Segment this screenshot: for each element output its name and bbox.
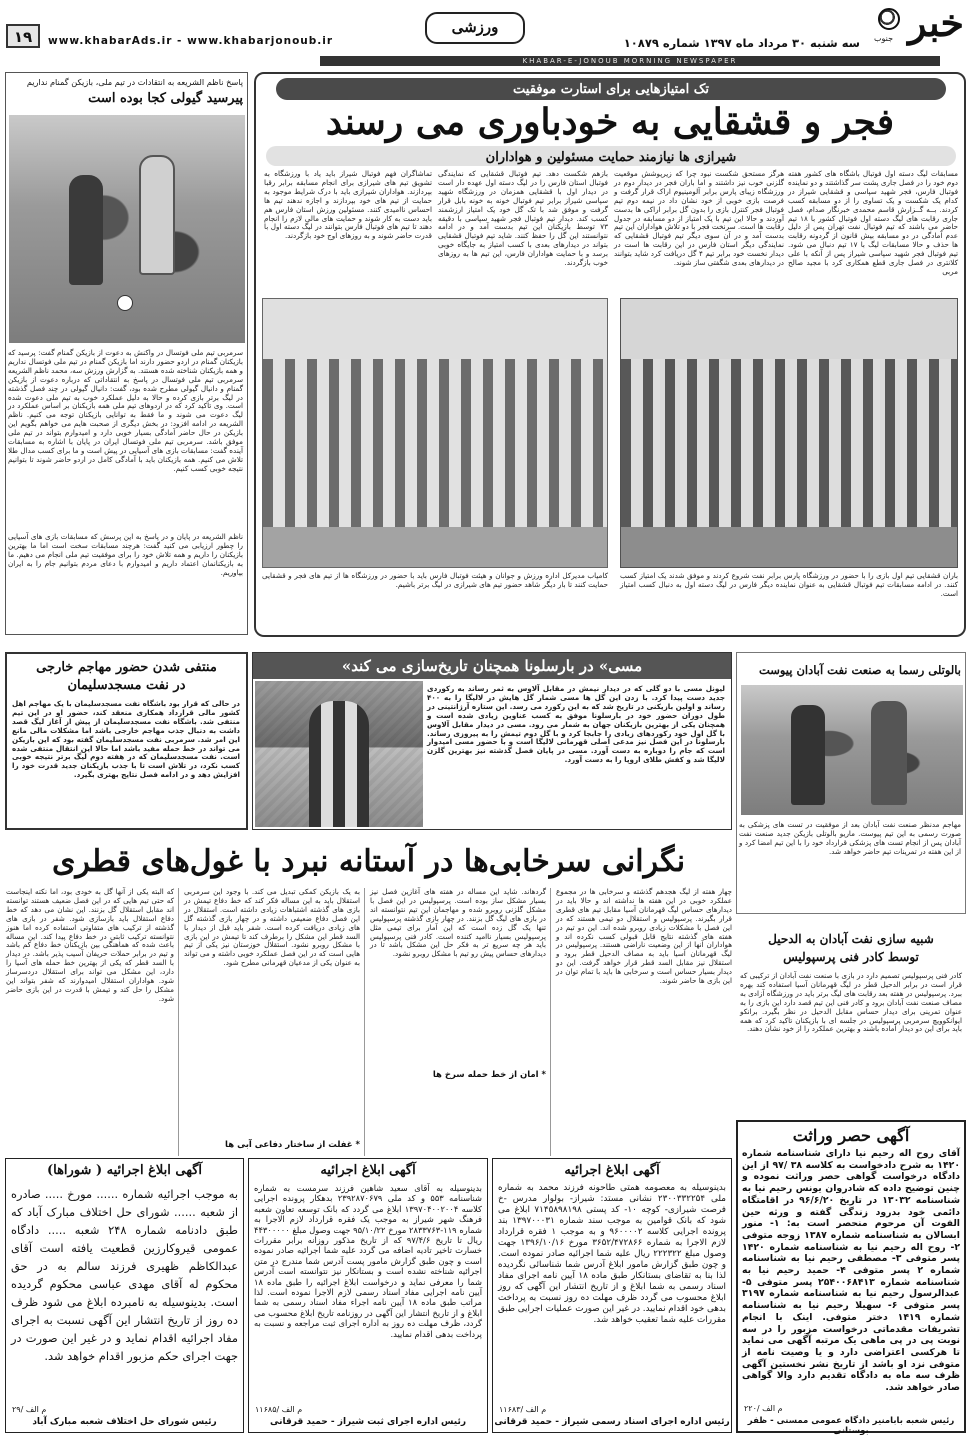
main-headline: نگرانی سرخابی‌ها در آستانه نبرد با غول‌های قطری (51, 844, 686, 879)
mid-left-body: در حالی که قرار بود باشگاه نفت مسجدسلیمان با یک مهاجم اهل کشور مالی قرارداد همکاری منعقد کند، حضور او در این تیم منتفی شد. باشگاه نفت مسجدسلیمان از پیش از آغاز لیگ قصد داشت به دنبال جذب مهاجم خارجی باشد اما مشکلات مالی مانع این امر شد. سرمربی نفت مسجدسلیمان گفته بود که این بازیکن می تواند در خط حمله مفید باشد اما حالا این انتقال منتفی شده است. نفت مسجدسلیمان که در هفته دوم لیگ برتر نتیجه خوبی کسب نکرد، در تلاش است تا با جذب بازیکنان جدید قدرت خود را افزایش دهد و در ادامه فصل نتایج بهتری بگیرد. (12, 699, 240, 780)
ad1-signature: رئیس اداره اجرای اسناد رسمی شیراز - حمید قرقانی (494, 1417, 730, 1427)
newspaper-name-en: KHABAR-E-JONOUB MORNING NEWSPAPER (522, 57, 738, 65)
left-story-kicker: پاسخ ناظم الشریعه به انتقادات در تیم ملی، بازیکن گمنام نداریم (26, 77, 243, 87)
right-small-story-2 (736, 918, 966, 1118)
ad2-body: بدینوسیله به آقای سعید شاهین فرزند سرمست به شماره شناسنامه ۵۵۳ و کد ملی ۲۳۹۲۸۷۰۶۷۹ بدهکار پرونده اجرایی کلاسه ۱۳۹۷۰۴۰۰۲۰۰۴ ابلاغ می گردد که بانک توسعه تعاون شعبه فرهنگ شهر شیراز به موجب یک فقره قرارداد لازم الاجرا به شماره ۱۱۹-۲۸۳۳۷۶۳ مورخ ۹۵/۱۰/۲۲ جهت وصول مبلغ ۴۴۳۰۰۰۰۰ ریال تا تاریخ ۹۷/۴/۶ که از تاریخ مذکور روزانه برابر مقررات خسارت تاخیر تادیه اضافه می گردد علیه شما اجرائیه صادر نموده است و چون طبق گزارش مامور پست آدرس شما مندرج در متن اجرائیه شناخته نشده است و بستانکار نیز نتوانسته است آدرس شما را معرفی نماید و درخواست ابلاغ اجرائیه را طبق ماده ۱۸ آیین نامه اجرایی مفاد اسناد رسمی لازم الاجرا نموده است. لذا مراتب طبق ماده ۱۸ آیین نامه اجراء مفاد اسناد رسمی به شما ابلاغ و از تاریخ انتشار این آگهی در روزنامه تاریخ ابلاغ محسوب می گردد، ظرف مهلت ده روز به اداره اجرای ثبت مراجعه و نسبت به پرداخت بدهی اقدام نمایید. (254, 1183, 483, 1339)
main-subhead-1: * امان از خط حمله سرخ ها (432, 1070, 546, 1080)
ad-hasr-body: آقای روح اله رحیم نیا دارای شناسنامه شماره ۱۴۲۰ به شرح دادخواست به کلاسه ۳۸ /۹۷ از این دادگاه درخواست گواهی حصر وراثت نموده و چنین توضیح داده که شادروان یونس رحیم نیا به شناسنامه ۱۳۰۳۲ در تاریخ ۹۶/۶/۲۰ در اقامتگاه دائمی خود بدرود زندگی گفته و ورثه حین الفوت آن مرحوم منحصر است به: ۱- منور ابسالان به شناسنامه شماره ۱۳۸۷ زوجه متوفی ۲- روح اله رحیم نیا به شناسنامه شماره ۱۴۲۰ پسر متوفی ۳- مصطفی رحیم نیا به شناسنامه شماره ۲ پسر متوفی ۴- حمید رحیم نیا به شناسنامه شماره ۲۵۴۰۰۶۸۴۱۳ پسر متوفی ۵- عبدالرسول رحیم نیا به شناسنامه شماره ۳۱۹۷ پسر متوفی ۶- سهیلا رحیم نیا به شناسنامه شماره ۱۴۱۹ دختر متوفی. اینک با انجام تشریفات مقدماتی درخواست مزبور را در سه نوبت پی در پی ماهی یک مرتبه آگهی می نماید تا هرکسی اعتراضی دارد و یا وصیت نامه از متوفی نزد او باشد از تاریخ نشر نخستین آگهی ظرف سه ماه به دادگاه تقدیم دارد والا گواهی صادر خواهد شد. (742, 1148, 960, 1394)
ad-hasr-vorasat (736, 1120, 966, 1436)
messi-story (252, 652, 732, 830)
right-small2-headline-2: توسط کادر فنی پرسپولیس (783, 950, 919, 964)
newspaper-banner (320, 56, 940, 66)
ad-hasr-signature: رئیس شعبه بابامنیر دادگاه عمومی ممسنی - ظفر بوستانی (747, 1416, 955, 1436)
lead-col3: بازهم شکست دهد. تیم فوتبال قشقایی که نمایندگی فوتبال استان فارس را در لیگ دسته اول عهده دار است در دیدار اول با قشقایی همزمان در ورزشگاه شهید سپاسی شیراز برابر تیم فوتبال خونه به خونه بابل قرار گرفت و موفق شد با تک گل خود یک امتیاز ارزشمند کسب کند. دیدار تیم فوتبال فجر شهید سپاسی با دقیقه ۷۳ توسط بازیکنان این تیم بدست آمد و در ادامه نتوانستند این گل را حفظ کنند. شاید تیم فوتبال قشقایی بتواند در دیدارهای بعدی با کسب امتیاز به جایگاه خوبی برسد و با حمایت هواداران فارس، این تیم ها به روزهای خوب بازگردند. (438, 169, 608, 268)
ad2-code: ۱۱۶۸۵/ م الف (255, 1405, 303, 1414)
lead-kicker: تک امتیازهایی برای استارت موفقیت (513, 82, 709, 97)
masthead (0, 0, 970, 65)
ball-icon (117, 295, 133, 311)
column-divider (550, 888, 551, 1156)
ad3-code: ۲۹/ م الف (12, 1405, 47, 1414)
lead-subhead: شیرازی ها نیازمند حمایت مسئولین و هواداران (485, 150, 737, 165)
right-small-headline: بالوتلی رسما به صنعت نفت آبادان پیوست (758, 663, 961, 677)
left-story (5, 72, 248, 635)
player-figure-icon (309, 701, 369, 827)
lead-col4: تماشاگران فهم فوتبال شیراز باید یاد با ورزشگاه به تشویق تیم های شیرازی برای انجام مسابقه برابر رقبا بپردازند. هواداران شیرازی باید با درک شرایط موجود به حمایت از تیم های خود بپردازند و اجازه ندهند تیم ها احساس ناامیدی کنند. مسئولین ورزش استان فارس هم باید دست به کار شوند و حمایت های مالی لازم را انجام دهند تا تیم های فوتبال فارس بتوانند در لیگ دسته اول با قدرت حاضر شوند و به روزهای اوج خود بازگردند. (264, 169, 432, 241)
ad3-body: به موجب اجرائیه شماره ...... مورخ ..... صادره از شعبه ...... شورای حل اختلاف مبارک آباد که طبق دادنامه شماره ۲۴۸ شعبه ..... دادگاه عمومی قیروکارزین قطعیت یافته است آقای عبدالکاظم ظهیری فرزند سالم به در حق محکوم له آقای مهدی عباسی محکوم گردیده است. بدینوسیله به نامبرده ابلاغ می شود ظرف ده روز از تاریخ انتشار این آگهی نسبت به اجرای مفاد اجرائیه اقدام نماید و در غیر این صورت در جهت اجرای حکم مزبور اقدام خواهد شد. (11, 1187, 238, 1363)
column-divider (178, 888, 179, 1156)
ad-ejraie-3 (5, 1158, 244, 1433)
websites: www.khabarAds.ir - www.khabarjonoub.ir (48, 35, 334, 47)
ad2-title: آگهی ابلاغ اجرائیه (320, 1163, 416, 1178)
ad3-signature: رئیس شورای حل اختلاف شعبه مبارک آباد (32, 1417, 217, 1427)
ad-hasr-title: آگهی حصر وراثت (792, 1126, 910, 1145)
main-col4: که البته یکی از آنها گل به خودی بود، اما نکته اینجاست که حتی تیم هایی که در این فصل ضعیف هستند توانسته اند مقابل استقلال گل بزنند. این نشان می دهد که خط دفاع استقلال باید بازسازی شود. شفر در بازی های گذشته از ترکیب های متفاوتی استفاده کرده اما هنوز نتوانسته ترکیب ثابتی در خط دفاع پیدا کند. این مساله باعث شده که هماهنگی بین بازیکنان خط دفاع کم باشد و تیم در برابر حملات حریفان آسیب پذیر باشد. در دیدار با السد قطر که یکی از بهترین خط حمله های آسیا را دارد، این مشکل می تواند برای استقلال دردسرساز شود. هواداران استقلال امیدوارند که شفر بتواند این مشکل را حل کند و تیمش با قدرت در این بازی حاضر شود. (6, 887, 174, 1003)
section-title: ورزشی (451, 18, 499, 36)
lead-col1: مسابقات لیگ دسته اول فوتبال باشگاه های کشور هفته دوم خود را در فصل جاری پشت سر گذاشتند و دو نماینده فوتبال فارس، فجر شهید سپاسی و قشقایی شیراز در کدام یک شکست و یک تساوی را از دو مسابقه کسب کردند. بــه گــزارش قاسم محمدی خبرنگار صدام، فصل جاری رقابت های لیگ دسته اول فوتبال کشور با ۱۸ تیم حاضر می باشند که تیم فوتبال نفت تهران پس از دلیل عدم آمادگی در دو مسابقه بیش قانون از گردونه رقابت ها حذف و حالا مسابقات لیگ با ۱۷ تیم دنبال می شود. تیم فوتبال فجر شهید سپاسی شیراز پس از آنکه با علی کلانتری در فصل جاری قطع همکاری کرد با مجید صالح مربی (788, 169, 959, 276)
player-figure-icon (69, 175, 103, 285)
messi-headline: «مسی» در بارسلونا همچنان تاریخ‌سازی می کند (341, 657, 643, 675)
section-tab (425, 12, 525, 44)
main-col2: گردهاند. شاید این مساله در هفته های آغازین فصل نیز بسیار مشکل ساز بوده است. پرسپولیس در این فصل با مشکل گلزنی روبرو شده و مهاجمان این تیم نتوانسته اند در بازی های لیگ گل بزنند. در چهار بازی گذشته پرسپولیس تنها یک گل زده است که این آمار برای تیمی مثل پرسپولیس بسیار ناامید کننده است. کادر فنی پرسپولیس باید هر چه سریع تر به فکر حل این مشکل باشد تا در دیدارهای حساس پیش رو تیم با مشکل روبرو نشود. (370, 887, 546, 959)
lead-kicker-bar (276, 78, 946, 100)
player-figure-icon (791, 705, 825, 805)
lead-col2: هرگز مستحق شکست نبود چرا که زیرپوشش موقعیت گلزنی خوب نیز داشتند و اما باران فجر در دیدار دوم در ورزشگاه زیبای پارس برابر آلومینیوم اراک قرار گرفت و فرصت بازی خوبی از خود نشان داد در نیمه دوم تیم فوتبال فجر کنترل بازی را بدون گل برابر اراکی ها بدست آوردند و حالا این تیم با یک امتیاز از دو مسابقه در جدول رقابت ها است. سرنخت فجر با دو تلاش هواداران این تیم بدست آمد و در آن سوی دیگر تیم فوتبال قشقایی که نمایندگی دیگر استان فارس در این رقابت ها است در دیدار نخست خود برابر تیم ۴ گل دریافت کرد شاید بتوانند در دیدارهای بعدی شگفتی ساز شوند. (614, 169, 784, 268)
mid-left-headline-2: در نفت مسجدسلیمان (67, 678, 186, 693)
ad1-body: بدینوسیله به معصومه همتی طاحونه فرزند محمد به شماره ملی ۲۳۰۰۳۳۲۲۵۴ نشانی مستد: شیراز- بولوار مدرس -خ فرصت شیرازی- کوچه ۱۰- کد پستی ۷۱۴۵۸۹۸۱۹۸ ابلاغ می شود که بانک قوامین به موجب سند شماره ۱۳۹۷۰۰۰۳۱ بند پرونده اجرایی کلاسه ۹۶۰۰۰۰۲ و به موجب ۱ فقره قرارداد لازم الاجرا به شماره ۳۶۵۲/۴۷۲۸۶۶ مورخ ۱۳۹۶/۱۰/۱۶ جهت وصول مبلغ ۲۲۲۳۲۲ ریال علیه شما اجرائیه صادر نموده است. و چون طبق گزارش مامور ابلاغ آدرس شما شناسائی نگردیده لذا بنا به تقاضای بستانکار طبق ماده ۱۸ آیین نامه اجرای مفاد اسناد رسمی به شما ابلاغ و از تاریخ انتشار این آگهی که روز ابلاغ محسوب می گردد ظرف مهلت ده روز نسبت به پرداخت بدهی خود اقدام نمایید. در غیر این صورت عملیات اجرایی طبق مقررات علیه شما تعقیب خواهد شد. (497, 1183, 727, 1325)
main-col2-wrap (370, 888, 546, 1156)
mid-left-story (5, 652, 248, 830)
messi-photo (255, 681, 423, 827)
mid-left-headline-1: منتفی شدن حضور مهاجم خارجی (36, 660, 217, 675)
ad-ejraie-2 (248, 1158, 488, 1433)
ad-hasr-code: ۲۲۰/ م الف (744, 1404, 783, 1413)
main-subhead-2: * غفلت از ساختار دفاعی آبی ها (225, 1140, 360, 1150)
date-line: سه شنبه ۳۰ مرداد ماه ۱۳۹۷ شماره ۱۰۸۷۹ (623, 36, 860, 50)
right-small2-body: کادر فنی پرسپولیس تصمیم دارد در بازی با صنعت نفت آبادان از ترکیبی که قرار است در برابر الدحیل قطر در لیگ قهرمانان آسیا استفاده کند بهره ببرد. پرسپولیس در هفته بعد رقابت های لیگ برتر باید در ورزشگاه آزادی به مصاف صنعت نفت آبادان برود و کادر فنی این تیم قصد دارد این بازی را به عنوان تمرینی برای دیدار حساس مقابل الدحیل در نظر بگیرد. برانکو ایوانکوویچ سرمربی پرسپولیس در جلسه ای با بازیکنان تاکید کرد که همه باید برای این دو دیدار آماده باشند و بهترین عملکرد را از خود نشان دهند. (740, 971, 962, 1034)
left-story-headline: پیرسید گیولی کجا بوده است (88, 91, 243, 106)
team-photo-sky (263, 299, 607, 359)
main-story (5, 888, 732, 1158)
ad2-signature: رئیس اداره اجرای ثبت شیراز - حمید قرقانی (269, 1417, 467, 1427)
photo-left-caption: کامیاب مدیرکل اداره ورزش و جوانان و هیئت فوتبال فارس باید با حضور در ورزشگاه ها از تیم های فجر و قشقایی حمایت کنند تا بار دیگر شاهد حضور تیم های شیرازی در لیگ برتر باشیم. (262, 571, 608, 589)
lead-story (254, 72, 966, 637)
left-story-body2: ناظم الشریعه در پایان و در پاسخ به این پرسش که مسابقات بازی های آسیایی را چطور ارزیابی می کنید گفت: هرچند مسابقات سخت است اما ما بهترین بازیکنان را داریم و همه تلاش خود را برای موفقیت تیم ملی انجام می دهیم. ما به بازیکنانمان اعتماد داریم و امیدوارم با دعای مردم بتوانیم جام را به ایران بیاوریم. (8, 532, 243, 577)
main-col1: چهار هفته از لیگ هجدهم گذشته و سرخابی ها در مجموع عملکرد خوبی در این هفته ها نداشته اند و حالا باید در دیدارهای حساس لیگ قهرمانان آسیا مقابل تیم های قطری قرار بگیرند. پرسپولیس و استقلال دو تیمی هستند که در این فصل با مشکلات زیادی روبرو شده اند. این دو تیم در هفته های گذشته نتایج قابل قبولی کسب نکرده اند و هواداران آنها از این وضعیت ناراضی هستند. پرسپولیس در لیگ قهرمانان آسیا باید به مصاف الدحیل قطر برود و استقلال نیز مقابل السد قطر قرار خواهد گرفت. این دو دیدار بسیار حساس است و سرخابی ها باید با تمام توان در این بازی ها حاضر شوند. (556, 887, 732, 986)
page-number: ۱۹ (6, 24, 40, 48)
right-small-photo (741, 685, 963, 815)
team-photo-grass (263, 527, 607, 567)
lead-headline: فجر و قشقایی به خودباوری می رسند (325, 101, 895, 143)
logo-sub: جنوب (874, 34, 894, 43)
ad-ejraie-1 (492, 1158, 732, 1433)
ad3-title: آگهی ابلاغ اجرائیه ( شوراها) (46, 1163, 203, 1178)
team-photo-grass (621, 527, 957, 567)
ad1-title: آگهی ابلاغ اجرائیه (564, 1163, 660, 1178)
right-small-caption: مهاجم مدنظر صنعت نفت آبادان بعد از موفقیت در تست های پزشکی به صورت رسمی به این تیم پیوست. ماریو بالوتلی بازیکن جدید صنعت نفت آبادان پس از انجام تست های پزشکی قرارداد خود را با این تیم امضا کرد و از این هفته در تمرینات تیم حاضر خواهد شد. (739, 820, 961, 856)
right-small2-headline-1: شبیه سازی نفت آبادان به الدحیل (768, 932, 934, 946)
team-photo-sky (621, 299, 957, 359)
logo-ball-icon (878, 8, 900, 30)
main-col3: به یک بازیکن کمکی تبدیل می کند. با وجود این سرمربی استقلال باید به این مساله فکر کند که خط دفاع تیمش در بازی های گذشته اشتباهات زیادی داشته است. استقلال در این فصل دفاع ضعیفی داشته و در چهار بازی گذشته گل های زیادی دریافت کرده است. شفر باید قبل از دیدار با السد قطر این مشکل را برطرف کند تا تیمش در این بازی با مشکل روبرو نشود. استقلال خوزستان نیز یکی از تیم هایی است که در این فصل عملکرد خوبی داشته و می تواند به عنوان یکی از مدعیان قهرمانی مطرح شود. (184, 887, 360, 968)
team-photo-left (262, 298, 608, 568)
column-divider (364, 888, 365, 1156)
messi-headline-bar (253, 653, 731, 679)
right-small-story (736, 652, 966, 914)
main-col3-wrap (184, 888, 360, 1156)
player-figure-icon (871, 701, 907, 805)
left-story-photo (9, 115, 245, 343)
left-story-body: سرمربی تیم ملی فوتسال در واکنش به دعوت از بازیکن گمنام گفت: پرسید که بازیکنان گمنام در اردو حضور دارند اما بازیکن گمنام در تیم ملی فوتسال نداریم و همه بازیکنان شناخته شده هستند. به گزارش ورزش سه، محمد ناظم الشریعه سرمربی تیم ملی فوتسال در پاسخ به انتقاداتی که درباره دعوت از بازیکن گمنام و دانیال گیولی مطرح شده بود، گفت: دانیال گیولی در چند فصل گذشته در لیگ برتر بازی کرده و حالا به دلیل عملکرد خوب به تیم ملی دعوت شده است. وی تاکید کرد که در اردوهای تیم ملی همه بازیکنان بر اساس عملکرد در لیگ دعوت می شوند و ما فقط به توانایی بازیکنان توجه می کنیم. ناظم الشریعه در ادامه افزود: در بخش دیگری از صحبت هایم می خواهم بگویم این بازیکن در حال حاضر آمادگی بسیار خوبی دارد و امیدوارم بتواند در تیم ملی موفق باشد. سرمربی تیم ملی فوتسال ایران در پایان با اشاره به مسابقات آینده گفت: مسابقات بازی های آسیایی در پیش است و ما برای کسب مدال طلا تلاش می کنیم. همه بازیکنان باید با آمادگی کامل در اردو حاضر شوند تا بتوانیم نتیجه خوبی کسب کنیم. (8, 348, 243, 473)
lead-subhead-bar (266, 146, 956, 166)
ad1-code: ۱۱۶۸۳/ م الف (499, 1405, 547, 1414)
logo-text: خبر (908, 0, 964, 45)
newspaper-logo (870, 2, 970, 48)
messi-body: لیونل مسی با دو گلی که در دیدار نیمش در مقابل آلاوس به ثمر رساند به رکوردی جدید دست پیدا کرد. با زدن این گل ها مسی شمار گل هایش در لالیگا را به ۴۰۰ رساند و اولین بازیکنی در تاریخ شد که به این رکورد می رسد. این ستاره آرژانتینی در طول دوران حضور خود در بارسلونا موفق به کسب عناوین زیادی شده است و همچنان یکی از بهترین بازیکنان جهان به شمار می رود. مسی در دیدار مقابل آلاوس با گل اول خود رکوردهای زیادی را جابجا کرد و با گل دوم تیمش را به پیروزی رساند. بارسلونا در این فصل نیز مدعی اصلی قهرمانی لالیگا است و با حضور مسی امیدوار است که جام را دوباره به دست آورد. مسی در پایان فصل گذشته نیز بهترین گلزن لالیگا شد و کفش طلای اروپا را به دست آورد. (427, 684, 725, 765)
photo-right-caption: باران قشقایی تیم اول بازی را با حضور در ورزشگاه پارس برابر نفت شروع کردند و موفق شدند یک امتیاز کسب کنند. در ادامه مسابقات تیم فوتبال قشقایی به عنوان نماینده دیگر فارس در لیگ دسته اول به دنبال کسب امتیاز است. (620, 571, 958, 598)
player-figure-icon (139, 155, 175, 275)
team-photo-right (620, 298, 958, 568)
